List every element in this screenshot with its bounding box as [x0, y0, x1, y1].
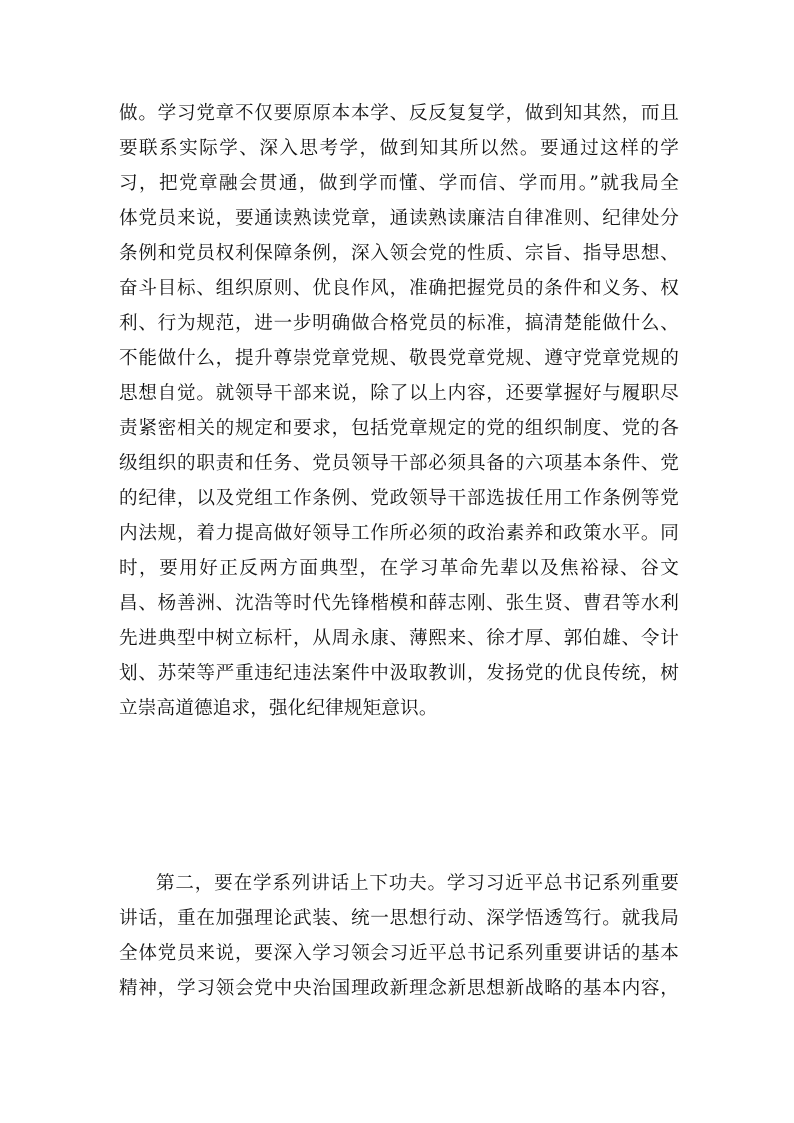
text-line: 先进典型中树立标杆，从周永康、薄熙来、徐才厚、郭伯雄、令计 [119, 628, 679, 649]
text-line: 习，把党章融会贯通，做到学而懂、学而信、学而用。”就我局全 [119, 173, 679, 194]
text-line: 奋斗目标、组织原则、优良作风，准确把握党员的条件和义务、权 [119, 278, 679, 299]
text-line: 昌、杨善洲、沈浩等时代先锋楷模和薛志刚、张生贤、曹君等水利 [119, 593, 679, 614]
text-line: 内法规，着力提高做好领导工作所必须的政治素养和政策水平。同 [119, 523, 679, 544]
text-line: 立崇高道德追求，强化纪律规矩意识。 [119, 698, 438, 719]
text-line: 时，要用好正反两方面典型，在学习革命先辈以及焦裕禄、谷文 [119, 558, 679, 579]
text-line: 做。学习党章不仅要原原本本学、反反复复学，做到知其然，而且 [119, 103, 679, 124]
text-line: 要联系实际学、深入思考学，做到知其所以然。要通过这样的学 [119, 138, 679, 159]
text-line: 精神，学习领会党中央治国理政新理念新思想新战略的基本内容， [119, 978, 679, 999]
paragraph-second [119, 866, 679, 1006]
text-line: 第二，要在学系列讲话上下功夫。学习习近平总书记系列重要 [156, 873, 679, 894]
paragraph-continuation [119, 96, 679, 726]
text-line: 思想自觉。就领导干部来说，除了以上内容，还要掌握好与履职尽 [119, 383, 679, 404]
text-line: 的纪律，以及党组工作条例、党政领导干部选拔任用工作条例等党 [119, 488, 679, 509]
text-line: 级组织的职责和任务、党员领导干部必须具备的六项基本条件、党 [119, 453, 679, 474]
text-line: 利、行为规范，进一步明确做合格党员的标准，搞清楚能做什么、 [119, 313, 679, 334]
text-line: 责紧密相关的规定和要求，包括党章规定的党的组织制度、党的各 [119, 418, 679, 439]
text-line: 条例和党员权利保障条例，深入领会党的性质、宗旨、指导思想、 [119, 243, 679, 264]
text-line: 划、苏荣等严重违纪违法案件中汲取教训，发扬党的优良传统，树 [119, 663, 679, 684]
text-line: 讲话，重在加强理论武装、统一思想行动、深学悟透笃行。就我局 [119, 908, 679, 929]
text-line: 全体党员来说，要深入学习领会习近平总书记系列重要讲话的基本 [119, 943, 679, 964]
text-line: 不能做什么，提升尊崇党章党规、敬畏党章党规、遵守党章党规的 [119, 348, 679, 369]
text-line: 体党员来说，要通读熟读党章，通读熟读廉洁自律准则、纪律处分 [119, 208, 679, 229]
